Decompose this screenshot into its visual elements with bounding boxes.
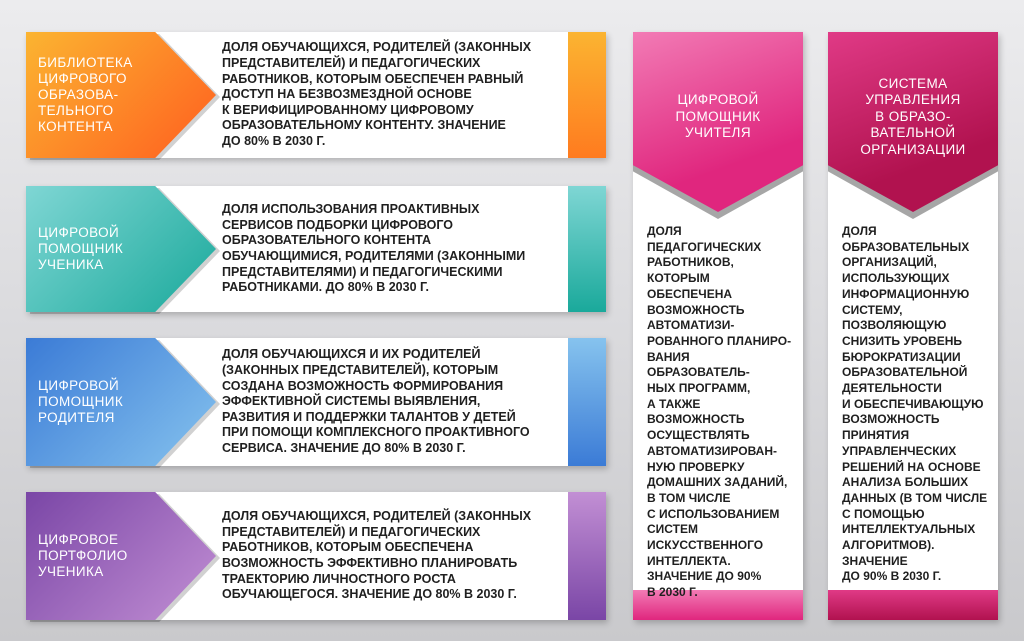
row-text: ДОЛЯ ИСПОЛЬЗОВАНИЯ ПРОАКТИВНЫХ СЕРВИСОВ ПОДБОРКИ ЦИФРОВОГО ОБРАЗОВАТЕЛЬНОГО КОНТЕНТА ОБУЧАЮЩИМИСЯ, РОДИТЕЛЯМИ (ЗАКОННЫМИ ПРЕДСТАВИТЕЛЯМИ) И ПЕДАГОГИЧЕСКИМИ РАБОТНИКАМИ. ДО 80% В 2030 Г. [222, 202, 526, 295]
row-label: БИБЛИОТЕКА ЦИФРОВОГО ОБРАЗОВА- ТЕЛЬНОГО КОНТЕНТА [38, 55, 133, 134]
row-text: ДОЛЯ ОБУЧАЮЩИХСЯ И ИХ РОДИТЕЛЕЙ (ЗАКОННЫХ ПРЕДСТАВИТЕЛЕЙ), КОТОРЫМ СОЗДАНА ВОЗМОЖНОСТЬ ФОРМИРОВАНИЯ ЭФФЕКТИВНОЙ СИСТЕМЫ ВЫЯВЛЕНИЯ, РАЗВИТИЯ И ПОДДЕРЖКИ ТАЛАНТОВ У ДЕТЕЙ ПРИ ПОМОЩИ КОМПЛЕКСНОГО ПРОАКТИВНОГО СЕРВИСА. ЗНАЧЕНИЕ ДО 80% В 2030 Г. [222, 347, 530, 455]
column-text: ДОЛЯ ПЕДАГОГИЧЕСКИХ РАБОТНИКОВ, КОТОРЫМ ОБЕСПЕЧЕНА ВОЗМОЖНОСТЬ АВТОМАТИЗИ- РОВАННОГО ПЛАНИРО- ВАНИЯ ОБРАЗОВАТЕЛЬ- НЫХ ПРОГРАММ, А ТАКЖЕ ВОЗМОЖНОСТЬ ОСУЩЕСТВЛЯТЬ АВТОМАТИЗИРОВАН- НУЮ ПРОВЕРКУ ДОМАШНИХ ЗАДАНИЙ, В ТОМ ЧИСЛЕ С ИСПОЛЬЗОВАНИЕМ СИСТЕМ ИСКУССТВЕННОГО ИНТЕЛЛЕКТА. ЗНАЧЕНИЕ ДО 90% В 2030 Г. [647, 224, 792, 600]
column-teacher-assistant [633, 32, 803, 620]
row-label: ЦИФРОВОЙ ПОМОЩНИК РОДИТЕЛЯ [38, 378, 124, 425]
row-text: ДОЛЯ ОБУЧАЮЩИХСЯ, РОДИТЕЛЕЙ (ЗАКОННЫХ ПРЕДСТАВИТЕЛЕЙ) И ПЕДАГОГИЧЕСКИХ РАБОТНИКОВ, КОТОРЫМ ОБЕСПЕЧЕН РАВНЫЙ ДОСТУП НА БЕЗВОЗМЕЗДНОЙ ОСНОВЕ К ВЕРИФИЦИРОВАННОМУ ЦИФРОВОМУ ОБРАЗОВАТЕЛЬНОМУ КОНТЕНТУ. ЗНАЧЕНИЕ ДО 80% В 2030 Г. [222, 40, 532, 148]
row-edge [568, 492, 606, 620]
column-band [828, 590, 998, 620]
row-edge [568, 186, 606, 312]
column-management-system [828, 32, 998, 620]
column-text: ДОЛЯ ОБРАЗОВАТЕЛЬНЫХ ОРГАНИЗАЦИЙ, ИСПОЛЬЗУЮЩИХ ИНФОРМАЦИОННУЮ СИСТЕМУ, ПОЗВОЛЯЮЩУЮ СНИЗИТЬ УРОВЕНЬ БЮРОКРАТИЗАЦИИ ОБРАЗОВАТЕЛЬНОЙ ДЕЯТЕЛЬНОСТИ И ОБЕСПЕЧИВАЮЩУЮ ВОЗМОЖНОСТЬ ПРИНЯТИЯ УПРАВЛЕНЧЕСКИХ РЕШЕНИЙ НА ОСНОВЕ АНАЛИЗА БОЛЬШИХ ДАННЫХ (В ТОМ ЧИСЛЕ С ПОМОЩЬЮ ИНТЕЛЛЕКТУАЛЬНЫХ АЛГОРИТМОВ). ЗНАЧЕНИЕ ДО 90% В 2030 Г. [842, 224, 988, 584]
row-parent-assistant [26, 338, 606, 466]
row-digital-library [26, 32, 606, 158]
row-label: ЦИФРОВОЙ ПОМОЩНИК УЧЕНИКА [38, 225, 124, 272]
row-label: ЦИФРОВОЕ ПОРТФОЛИО УЧЕНИКА [38, 532, 128, 579]
column-title: СИСТЕМА УПРАВЛЕНИЯ В ОБРАЗО- ВАТЕЛЬНОЙ ОРГАНИЗАЦИИ [860, 75, 966, 157]
row-edge [568, 32, 606, 158]
row-student-portfolio [26, 492, 606, 620]
row-student-assistant [26, 186, 606, 312]
row-text: ДОЛЯ ОБУЧАЮЩИХСЯ, РОДИТЕЛЕЙ (ЗАКОННЫХ ПРЕДСТАВИТЕЛЕЙ) И ПЕДАГОГИЧЕСКИХ РАБОТНИКОВ, КОТОРЫМ ОБЕСПЕЧЕНА ВОЗМОЖНОСТЬ ЭФФЕКТИВНО ПЛАНИРОВАТЬ ТРАЕКТОРИЮ ЛИЧНОСТНОГО РОСТА ОБУЧАЮЩЕГОСЯ. ЗНАЧЕНИЕ ДО 80% В 2030 Г. [222, 509, 532, 602]
column-title: ЦИФРОВОЙ ПОМОЩНИК УЧИТЕЛЯ [675, 92, 761, 141]
row-edge [568, 338, 606, 466]
